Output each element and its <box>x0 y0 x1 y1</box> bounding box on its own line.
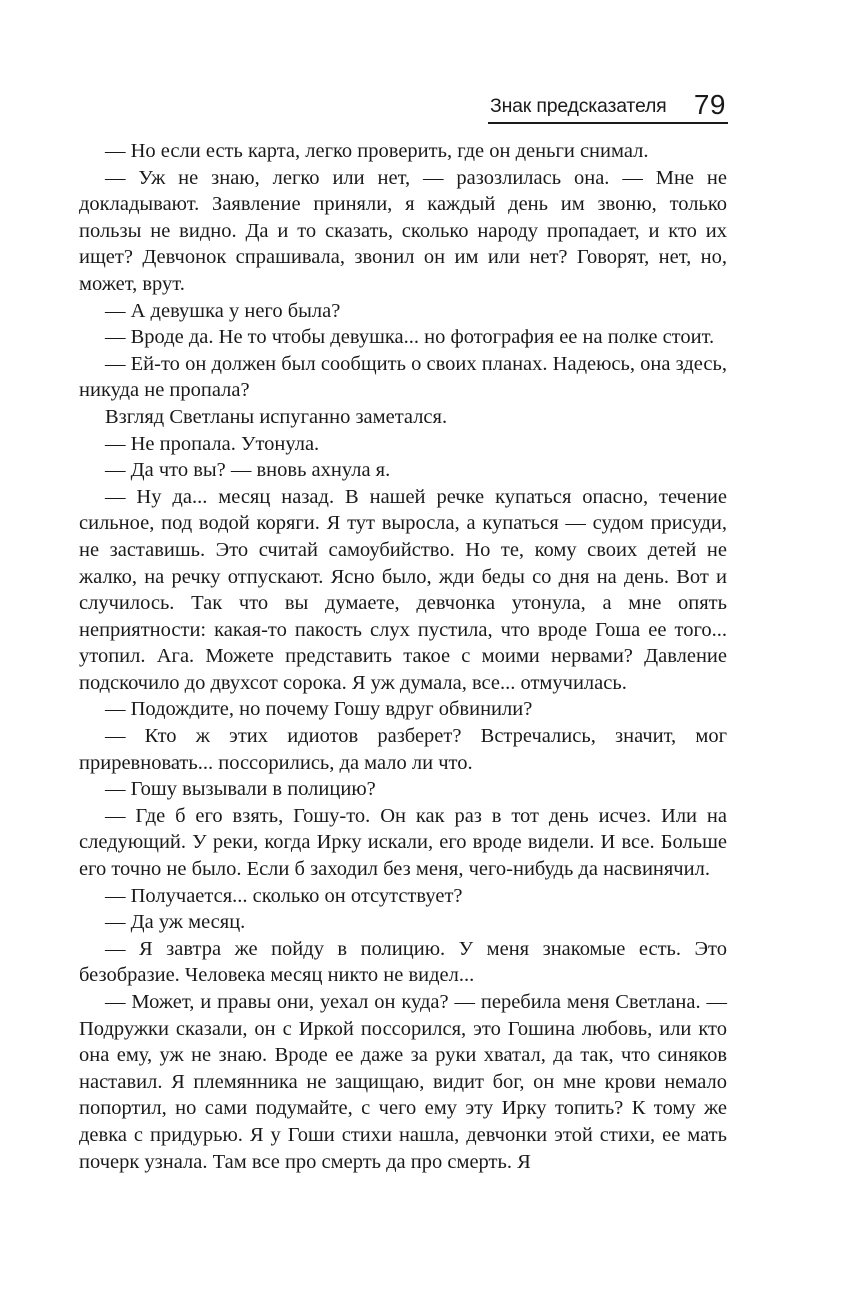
paragraph: Взгляд Светланы испуганно заметался. <box>105 405 448 428</box>
page-number: 79 <box>693 89 726 120</box>
paragraph: — Ну да... месяц назад. В нашей речке купаться опасно, течение сильное, под водой коряги. Я тут выросла, а купаться — судом присуди, не заставишь. Это считай самоубийство. Но те, кому своих детей не жалко, на речку отпускают. Ясно было, жди беды со дня на день. Вот и случилось. Так что вы думаете, девчонка утонула, а мне опять неприятности: какая-то пакость слух пустила, что вроде Гоша ее того... утопил. Ага. Можете представить такое с моими нервами? Давление подскочило до двухсот сорока. Я уж думала, все... отмучилась. <box>79 485 727 694</box>
paragraph: — Не пропала. Утонула. <box>105 432 320 455</box>
paragraph: — Ей-то он должен был сообщить о своих планах. Надеюсь, она здесь, никуда не пропала? <box>79 352 727 402</box>
page-body <box>79 138 727 1175</box>
paragraph: — Да что вы? — вновь ахнула я. <box>105 459 391 482</box>
paragraph: — Я завтра же пойду в полицию. У меня знакомые есть. Это безобразие. Человека месяц никто не видел... <box>79 937 727 987</box>
paragraph: — Где б его взять, Гошу-то. Он как раз в тот день исчез. Или на следующий. У реки, когда Ирку искали, его вроде видели. И все. Больше его точно не было. Если б заходил без меня, чего-нибудь да насвинячил. <box>79 804 727 881</box>
paragraph: — Гошу вызывали в полицию? <box>105 778 376 801</box>
paragraph: — Подождите, но почему Гошу вдруг обвинили? <box>105 698 533 721</box>
paragraph: — Но если есть карта, легко проверить, где он деньги снимал. <box>105 140 649 162</box>
paragraph: — Кто ж этих идиотов разберет? Встречались, значит, мог приревновать... поссорились, да мало ли что. <box>79 725 727 774</box>
paragraph: — А девушка у него была? <box>105 299 341 322</box>
paragraph: — Уж не знаю, легко или нет, — разозлилась она. — Мне не докладывают. Заявление приняли, я каждый день им звоню, только пользы не видно. Да и то сказать, сколько народу пропадает, и кто их ищет? Девчонок спрашивала, звонил он им или нет? Говорят, нет, но, может, врут. <box>79 166 727 295</box>
paragraph: — Может, и правы они, уехал он куда? — перебила меня Светлана. — Подружки сказали, он с Иркой поссорился, это Гошина любовь, или кто она ему, уж не знаю. Вроде ее даже за руки хватал, да так, что синяков наставил. Я племянника не защищаю, видит бог, он мне крови немало попортил, но сами подумайте, с чего ему эту Ирку топить? К тому же девка с придурью. Я у Гоши стихи нашла, девчонки этой стихи, ее мать почерк узнала. Там все про смерть да про смерть. Я <box>79 991 727 1173</box>
paragraph: — Вроде да. Не то чтобы девушка... но фотография ее на полке стоит. <box>105 326 715 349</box>
running-header <box>488 86 728 124</box>
paragraph: — Получается... сколько он отсутствует? <box>105 884 463 907</box>
paragraph: — Да уж месяц. <box>105 911 246 934</box>
running-title: Знак предсказателя <box>490 95 667 117</box>
